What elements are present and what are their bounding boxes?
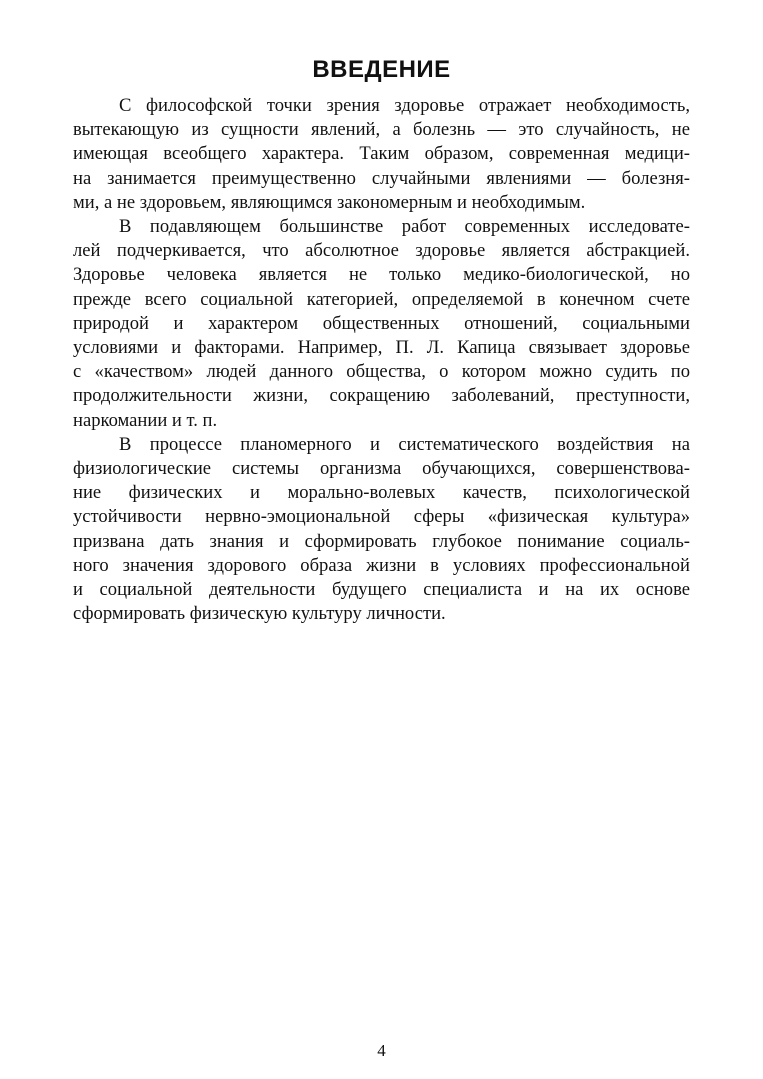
text-line: устойчивости нервно-эмоциональной сферы «физическая культура» (73, 506, 690, 528)
page-number: 4 (377, 1041, 386, 1060)
text-line: Здоровье человека является не только медико-биологической, но (73, 264, 690, 286)
text-line: прежде всего социальной категорией, определяемой в конечном счете (73, 288, 690, 310)
text-line: условиями и факторами. Например, П. Л. Капица связывает здоровье (73, 337, 690, 359)
text-line: ного значения здорового образа жизни в условиях профессиональной (73, 554, 690, 576)
text-line: с «качеством» людей данного общества, о котором можно судить по (73, 361, 690, 383)
text-line: природой и характером общественных отношений, социальными (73, 312, 690, 334)
page-title: ВВЕДЕНИЕ (312, 56, 451, 83)
text-line: лей подчеркивается, что абсолютное здоровье является абстракцией. (73, 240, 690, 262)
text-line: физиологические системы организма обучающихся, совершенствова- (73, 458, 690, 480)
body-text (73, 94, 690, 626)
text-line: на занимается преимущественно случайными явлениями — болезня- (73, 167, 690, 189)
text-line: В подавляющем большинстве работ современных исследовате- (119, 216, 690, 238)
text-line: сформировать физическую культуру личности. (73, 603, 446, 625)
paragraph-1 (73, 94, 690, 215)
text-line: имеющая всеобщего характера. Таким образом, современная медици- (73, 143, 690, 165)
text-line: продолжительности жизни, сокращению заболеваний, преступности, (73, 385, 690, 407)
text-line: ми, а не здоровьем, являющимся закономерным и необходимым. (73, 191, 586, 213)
paragraph-3 (73, 433, 690, 627)
text-line: С философской точки зрения здоровье отражает необходимость, (119, 95, 690, 116)
paragraph-2 (73, 215, 690, 433)
text-line: вытекающую из сущности явлений, а болезнь — это случайность, не (73, 119, 690, 141)
text-line: В процессе планомерного и систематического воздействия на (119, 433, 690, 455)
text-line: призвана дать знания и сформировать глубокое понимание социаль- (73, 530, 690, 552)
text-line: и социальной деятельности будущего специалиста и на их основе (73, 579, 690, 601)
text-line: ние физических и морально-волевых качеств, психологической (73, 482, 690, 504)
text-line: наркомании и т. п. (73, 409, 218, 431)
